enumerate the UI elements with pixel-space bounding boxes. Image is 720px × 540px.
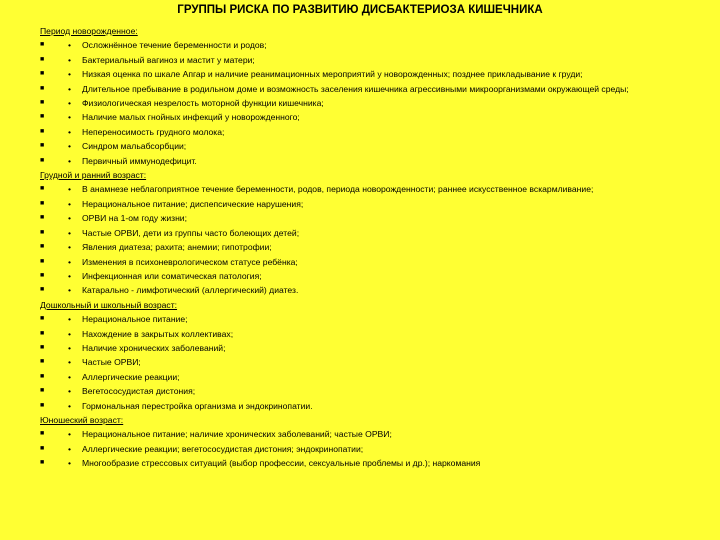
dot-icon: • [68, 371, 72, 382]
bullet-icon: ■ [40, 343, 45, 351]
dot-icon: • [68, 126, 72, 137]
dot-icon: • [68, 213, 72, 224]
list-item-text: Низкая оценка по шкале Апгар и наличие реанимационных мероприятий у новорожденных; позднее прикладывание к груди; [82, 69, 583, 80]
dot-icon: • [68, 314, 72, 325]
bullet-icon: ■ [40, 41, 45, 49]
dot-icon: • [68, 69, 72, 80]
dot-icon: • [68, 400, 72, 411]
list-item-text: В анамнезе неблагоприятное течение беременности, родов, периода новорожденности; раннее искусственное вскармливание; [82, 184, 594, 195]
list-item [40, 341, 682, 355]
list-item-text: Явления диатеза; рахита; анемии; гипотрофии; [82, 242, 272, 253]
dot-icon: • [68, 184, 72, 195]
list-item-text: Синдром мальабсорбции; [82, 141, 187, 152]
bullet-icon: ■ [40, 142, 45, 150]
list-item-text: Бактериальный вагиноз и мастит у матери; [82, 54, 255, 65]
list-item [40, 38, 682, 52]
bullet-icon: ■ [40, 387, 45, 395]
list-item-text: Длительное пребывание в родильном доме и возможность заселения кишечника агрессивными микроорганизмами окружающей среды; [82, 83, 629, 94]
list-item-text: Многообразие стрессовых ситуаций (выбор профессии, сексуальные проблемы и др.); наркомания [82, 458, 481, 469]
list-item [40, 240, 682, 254]
bullet-icon: ■ [40, 257, 45, 265]
bullet-icon: ■ [40, 243, 45, 251]
bullet-icon: ■ [40, 372, 45, 380]
section-heading: Грудной и ранний возраст: [40, 170, 147, 181]
list-item [40, 255, 682, 269]
list-item [40, 384, 682, 398]
bullet-icon: ■ [40, 113, 45, 121]
list-item-text: Физиологическая незрелость моторной функции кишечника; [82, 98, 324, 109]
dot-icon: • [68, 328, 72, 339]
list-item [40, 96, 682, 110]
list-item [40, 312, 682, 326]
list-item-text: Наличие хронических заболеваний; [82, 342, 226, 353]
list-item-text: Наличие малых гнойных инфекций у новорожденного; [82, 112, 300, 123]
list-item [40, 139, 682, 153]
list-item [40, 269, 682, 283]
dot-icon: • [68, 357, 72, 368]
list-item [40, 125, 682, 139]
list-item [40, 456, 682, 470]
dot-icon: • [68, 227, 72, 238]
dot-icon: • [68, 458, 72, 469]
list-item [40, 355, 682, 369]
list-item [40, 327, 682, 341]
list-item [40, 182, 682, 196]
dot-icon: • [68, 285, 72, 296]
list-item-text: Осложнённое течение беременности и родов; [82, 40, 267, 51]
content-list [40, 24, 682, 471]
list-item-text: Непереносимость грудного молока; [82, 126, 225, 137]
bullet-icon: ■ [40, 127, 45, 135]
list-item [40, 67, 682, 81]
list-item [40, 427, 682, 441]
list-item-text: Аллергические реакции; вегетососудистая дистония; эндокринопатии; [82, 443, 364, 454]
section-heading: Дошкольный и школьный возраст: [40, 299, 178, 310]
dot-icon: • [68, 242, 72, 253]
bullet-icon: ■ [40, 444, 45, 452]
list-item [40, 283, 682, 297]
bullet-icon: ■ [40, 329, 45, 337]
dot-icon: • [68, 256, 72, 267]
list-item [40, 370, 682, 384]
list-item [40, 82, 682, 96]
bullet-icon: ■ [40, 156, 45, 164]
dot-icon: • [68, 141, 72, 152]
list-item-text: Нерациональное питание; наличие хронических заболеваний; частые ОРВИ; [82, 429, 392, 440]
dot-icon: • [68, 270, 72, 281]
section-heading: Период новорожденное: [40, 26, 138, 36]
bullet-icon: ■ [40, 185, 45, 193]
list-item-text: Нерациональное питание; [82, 314, 188, 325]
bullet-icon: ■ [40, 430, 45, 438]
bullet-icon: ■ [40, 459, 45, 467]
bullet-icon: ■ [40, 214, 45, 222]
list-item-text: Инфекционная или соматическая патология; [82, 270, 262, 281]
bullet-icon: ■ [40, 271, 45, 279]
list-item-text: Аллергические реакции; [82, 371, 180, 382]
list-item [40, 226, 682, 240]
section-heading: Юношеский возраст: [40, 414, 124, 425]
list-item [40, 110, 682, 124]
dot-icon: • [68, 98, 72, 109]
dot-icon: • [68, 112, 72, 123]
list-item [40, 442, 682, 456]
list-item-text: Изменения в психоневрологическом статусе ребёнка; [82, 256, 298, 267]
dot-icon: • [68, 54, 72, 65]
bullet-icon: ■ [40, 228, 45, 236]
list-item [40, 53, 682, 67]
bullet-icon: ■ [40, 401, 45, 409]
dot-icon: • [68, 198, 72, 209]
list-item [40, 197, 682, 211]
dot-icon: • [68, 155, 72, 166]
dot-icon: • [68, 83, 72, 94]
list-item-text: Катарально - лимфотический (аллергический) диатез. [82, 285, 299, 296]
dot-icon: • [68, 443, 72, 454]
dot-icon: • [68, 429, 72, 440]
list-item [40, 211, 682, 225]
list-item-text: Гормональная перестройка организма и эндокринопатии. [82, 400, 313, 411]
list-item-text: Первичный иммунодефицит. [82, 155, 197, 166]
list-item-text: Вегетососудистая дистония; [82, 386, 196, 397]
bullet-icon: ■ [40, 84, 45, 92]
list-item [40, 154, 682, 168]
slide-title: ГРУППЫ РИСКА ПО РАЗВИТИЮ ДИСБАКТЕРИОЗА КИШЕЧНИКА [177, 4, 543, 16]
bullet-icon: ■ [40, 315, 45, 323]
list-item [40, 399, 682, 413]
bullet-icon: ■ [40, 358, 45, 366]
bullet-icon: ■ [40, 55, 45, 63]
dot-icon: • [68, 40, 72, 51]
bullet-icon: ■ [40, 286, 45, 294]
dot-icon: • [68, 342, 72, 353]
list-item-text: ОРВИ на 1-ом году жизни; [82, 213, 188, 224]
list-item-text: Частые ОРВИ, дети из группы часто болеющих детей; [82, 227, 300, 238]
list-item-text: Нахождение в закрытых коллективах; [82, 328, 234, 339]
bullet-icon: ■ [40, 199, 45, 207]
bullet-icon: ■ [40, 70, 45, 78]
dot-icon: • [68, 386, 72, 397]
list-item-text: Частые ОРВИ; [82, 357, 141, 368]
list-item-text: Нерациональное питание; диспепсические нарушения; [82, 198, 304, 209]
bullet-icon: ■ [40, 99, 45, 107]
